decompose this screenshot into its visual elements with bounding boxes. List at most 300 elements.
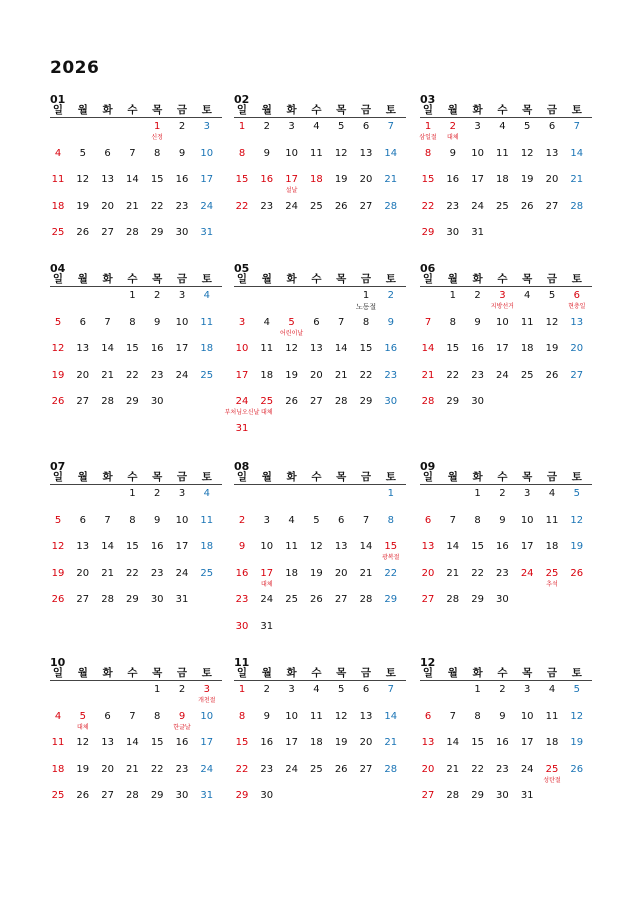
day-cell: 8 — [238, 147, 246, 159]
day-cell: 15 — [421, 174, 435, 185]
day-cell: 1 — [238, 121, 246, 132]
day-cell: 17 — [260, 567, 274, 579]
day-cell: 28 — [334, 396, 348, 407]
day-cell: 31 — [200, 790, 214, 801]
day-cell: 13 — [334, 541, 348, 552]
weekday-header — [50, 471, 222, 485]
day-cell: 2 — [449, 121, 456, 132]
day-cell: 17 — [520, 541, 534, 552]
day-cell: 4 — [524, 290, 531, 301]
day-cell: 14 — [126, 737, 139, 748]
day-cell: 14 — [446, 541, 460, 552]
day-cell: 19 — [285, 369, 298, 381]
weekday-header — [234, 471, 406, 485]
day-cell: 31 — [175, 594, 189, 605]
day-cell: 14 — [126, 174, 139, 185]
weekday-label: 월 — [447, 667, 458, 679]
weekday-label: 수 — [497, 667, 508, 679]
day-cell: 2 — [154, 488, 161, 499]
weekday-label: 목 — [522, 471, 533, 483]
day-cell: 12 — [76, 174, 90, 185]
weekday-label: 화 — [102, 667, 113, 679]
day-cell: 6 — [104, 147, 111, 159]
day-cell: 28 — [359, 594, 373, 605]
weekday-label: 금 — [546, 471, 558, 483]
day-cell: 22 — [359, 369, 373, 381]
holiday-note: 노동절 — [355, 303, 377, 311]
day-cell: 18 — [200, 343, 214, 354]
day-cell: 7 — [129, 147, 136, 159]
weekday-label: 금 — [360, 471, 372, 483]
day-cell: 20 — [421, 567, 435, 579]
weekday-label: 목 — [522, 273, 533, 285]
weekday-label: 토 — [571, 471, 582, 483]
weekday-label: 목 — [152, 273, 163, 285]
day-cell: 30 — [496, 594, 509, 605]
day-cell: 3 — [238, 316, 246, 328]
day-cell: 4 — [54, 710, 62, 722]
day-cell: 30 — [150, 396, 164, 407]
weekday-label: 금 — [176, 667, 188, 679]
day-cell: 30 — [260, 790, 274, 801]
day-cell: 27 — [421, 790, 435, 801]
weekday-label: 화 — [472, 667, 483, 679]
day-cell: 25 — [260, 396, 274, 407]
day-cell: 17 — [175, 541, 189, 552]
day-cell: 8 — [129, 514, 136, 526]
day-cell: 2 — [238, 514, 246, 526]
day-cell: 18 — [310, 174, 323, 185]
holiday-note: 광복절 — [382, 554, 400, 561]
weekday-label: 일 — [422, 104, 434, 116]
day-cell: 28 — [101, 396, 114, 407]
day-cell: 15 — [471, 737, 484, 748]
day-cell: 25 — [520, 369, 534, 381]
day-cell: 8 — [362, 316, 370, 328]
day-cell: 21 — [126, 200, 139, 212]
day-cell: 22 — [384, 567, 398, 579]
day-cell: 25 — [545, 763, 559, 775]
weekday-label: 월 — [261, 667, 272, 679]
day-cell: 15 — [384, 541, 398, 552]
month-block-01 — [50, 93, 222, 263]
day-cell: 23 — [496, 763, 509, 775]
day-cell: 13 — [421, 541, 435, 552]
day-cell: 17 — [520, 737, 534, 748]
day-cell: 10 — [200, 147, 214, 159]
day-cell: 6 — [313, 316, 320, 328]
weekday-label: 화 — [102, 273, 113, 285]
day-cell: 29 — [421, 227, 435, 238]
month-label: 10 — [50, 656, 66, 669]
month-label: 11 — [234, 656, 250, 669]
day-cell: 13 — [421, 737, 435, 748]
day-cell: 11 — [545, 514, 559, 526]
day-cell: 15 — [235, 174, 249, 185]
weekday-label: 목 — [152, 104, 163, 116]
holiday-note: 한글날 — [173, 723, 191, 731]
day-cell: 22 — [446, 369, 460, 381]
day-cell: 12 — [334, 710, 348, 722]
month-label: 06 — [420, 262, 436, 275]
day-cell: 22 — [421, 200, 435, 212]
weekday-label: 일 — [422, 471, 434, 483]
month-block-12 — [420, 656, 592, 826]
day-cell: 30 — [446, 227, 460, 238]
day-cell: 9 — [238, 541, 246, 552]
day-cell: 26 — [570, 763, 584, 775]
holiday-note: 대체 — [447, 134, 459, 141]
weekday-label: 목 — [336, 104, 347, 116]
weekday-label: 금 — [360, 104, 372, 116]
day-cell: 17 — [285, 174, 298, 185]
day-cell: 18 — [51, 763, 65, 775]
weekday-label: 수 — [497, 273, 508, 285]
day-cell: 23 — [446, 200, 460, 212]
day-cell: 22 — [235, 763, 249, 775]
day-cell: 12 — [570, 710, 584, 722]
weekday-label: 토 — [201, 667, 212, 679]
day-cell: 22 — [471, 567, 484, 579]
day-cell: 7 — [387, 684, 394, 695]
day-cell: 16 — [446, 174, 460, 185]
day-cell: 1 — [449, 290, 456, 301]
day-cell: 10 — [260, 541, 274, 552]
day-cell: 22 — [126, 567, 139, 579]
day-cell: 10 — [235, 343, 249, 354]
day-cell: 25 — [51, 227, 65, 238]
day-cell: 10 — [496, 316, 509, 328]
day-cell: 18 — [545, 541, 559, 552]
day-cell: 11 — [545, 710, 559, 722]
weekday-header — [50, 273, 222, 287]
day-cell: 28 — [446, 790, 460, 801]
day-cell: 27 — [76, 594, 90, 605]
day-cell: 4 — [54, 147, 62, 159]
day-cell: 19 — [570, 541, 584, 552]
weekday-label: 화 — [286, 104, 297, 116]
day-cell: 25 — [496, 200, 509, 212]
day-cell: 29 — [446, 396, 460, 407]
month-label: 02 — [234, 93, 250, 106]
day-cell: 25 — [310, 200, 323, 212]
day-cell: 13 — [101, 174, 114, 185]
day-cell: 21 — [384, 174, 398, 185]
day-cell: 12 — [334, 147, 348, 159]
day-cell: 20 — [334, 567, 348, 579]
day-cell: 7 — [104, 316, 111, 328]
day-cell: 14 — [446, 737, 460, 748]
day-cell: 31 — [471, 227, 484, 238]
weekday-label: 토 — [571, 667, 582, 679]
day-cell: 21 — [384, 737, 398, 748]
day-cell: 4 — [499, 121, 506, 132]
day-cell: 30 — [175, 790, 189, 801]
day-cell: 7 — [104, 514, 111, 526]
day-cell: 16 — [175, 737, 189, 748]
day-cell: 26 — [51, 594, 65, 605]
day-cell: 3 — [178, 488, 186, 499]
day-cell: 19 — [51, 567, 65, 579]
day-cell: 28 — [421, 396, 435, 407]
day-cell: 8 — [154, 710, 161, 722]
weekday-label: 토 — [385, 471, 396, 483]
weekday-label: 일 — [52, 667, 64, 679]
day-cell: 21 — [334, 369, 348, 381]
day-cell: 27 — [359, 200, 373, 212]
day-cell: 20 — [359, 174, 373, 185]
day-cell: 16 — [235, 567, 249, 579]
day-cell: 29 — [359, 396, 373, 407]
day-cell: 27 — [310, 396, 323, 407]
day-cell: 20 — [101, 200, 114, 212]
month-label: 05 — [234, 262, 250, 275]
month-block-03 — [420, 93, 592, 263]
day-cell: 8 — [387, 514, 394, 526]
day-cell: 18 — [260, 369, 274, 381]
weekday-label: 금 — [360, 667, 372, 679]
day-cell: 31 — [235, 422, 249, 434]
day-cell: 18 — [520, 343, 534, 354]
day-cell: 23 — [496, 567, 509, 579]
day-cell: 24 — [496, 369, 509, 381]
day-cell: 7 — [424, 316, 432, 328]
day-cell: 27 — [76, 396, 90, 407]
day-cell: 17 — [496, 343, 509, 354]
day-cell: 22 — [150, 200, 164, 212]
day-cell: 12 — [310, 541, 323, 552]
day-cell: 18 — [285, 567, 298, 579]
month-label: 09 — [420, 460, 436, 473]
day-cell: 14 — [421, 343, 435, 354]
day-cell: 9 — [178, 147, 186, 159]
day-cell: 4 — [203, 290, 210, 301]
weekday-label: 토 — [201, 104, 212, 116]
month-block-05 — [224, 262, 406, 434]
weekday-label: 목 — [152, 667, 163, 679]
day-cell: 10 — [285, 710, 298, 722]
day-cell: 24 — [471, 200, 484, 212]
day-cell: 25 — [51, 790, 65, 801]
day-cell: 11 — [51, 174, 65, 185]
weekday-label: 수 — [311, 273, 322, 285]
day-cell: 22 — [150, 763, 164, 775]
day-cell: 24 — [175, 567, 189, 579]
day-cell: 23 — [260, 763, 274, 775]
day-cell: 12 — [51, 343, 65, 354]
weekday-label: 일 — [236, 667, 248, 679]
day-cell: 14 — [334, 343, 348, 354]
day-cell: 1 — [387, 488, 394, 499]
day-cell: 27 — [570, 369, 584, 381]
day-cell: 8 — [474, 514, 481, 526]
day-cell: 2 — [474, 290, 481, 301]
weekday-label: 금 — [176, 471, 188, 483]
day-cell: 4 — [263, 316, 270, 328]
day-cell: 26 — [76, 790, 90, 801]
day-cell: 20 — [359, 737, 373, 748]
day-cell: 18 — [545, 737, 559, 748]
day-cell: 4 — [203, 488, 210, 499]
weekday-label: 금 — [360, 273, 372, 285]
day-cell: 5 — [79, 710, 86, 722]
weekday-label: 일 — [52, 273, 64, 285]
day-cell: 15 — [150, 737, 164, 748]
day-cell: 2 — [263, 121, 270, 132]
holiday-note: 성탄절 — [543, 776, 561, 784]
day-cell: 20 — [421, 763, 435, 775]
day-cell: 30 — [175, 227, 189, 238]
weekday-label: 일 — [236, 273, 248, 285]
day-cell: 26 — [334, 763, 348, 775]
holiday-note: 삼일절 — [419, 134, 437, 141]
weekday-label: 월 — [77, 667, 88, 679]
day-cell: 8 — [424, 147, 432, 159]
day-cell: 1 — [238, 684, 246, 695]
day-cell: 7 — [449, 514, 456, 526]
day-cell: 9 — [263, 710, 270, 722]
day-cell: 11 — [285, 541, 298, 552]
day-cell: 6 — [79, 316, 86, 328]
day-cell: 17 — [175, 343, 189, 354]
day-cell: 9 — [178, 710, 186, 722]
day-cell: 24 — [175, 369, 189, 381]
day-cell: 19 — [310, 567, 323, 579]
day-cell: 30 — [496, 790, 509, 801]
day-cell: 24 — [200, 200, 214, 212]
holiday-note: 어린이날 — [280, 329, 304, 337]
day-cell: 7 — [338, 316, 345, 328]
weekday-label: 토 — [201, 273, 212, 285]
day-cell: 12 — [285, 343, 298, 354]
day-cell: 4 — [313, 121, 320, 132]
day-cell: 10 — [520, 710, 534, 722]
day-cell: 19 — [570, 737, 584, 748]
day-cell: 19 — [76, 200, 90, 212]
day-cell: 17 — [235, 369, 249, 381]
day-cell: 21 — [446, 567, 460, 579]
day-cell: 4 — [288, 514, 295, 526]
day-cell: 31 — [200, 227, 214, 238]
weekday-label: 월 — [77, 273, 88, 285]
day-cell: 9 — [154, 316, 161, 328]
day-cell: 2 — [154, 290, 161, 301]
day-cell: 5 — [338, 684, 345, 695]
day-cell: 9 — [154, 514, 161, 526]
day-cell: 13 — [545, 147, 559, 159]
day-cell: 9 — [449, 147, 456, 159]
month-block-09 — [420, 460, 592, 630]
weekday-label: 목 — [522, 667, 533, 679]
day-cell: 13 — [76, 541, 90, 552]
weekday-label: 화 — [102, 104, 113, 116]
day-cell: 21 — [570, 174, 584, 185]
day-cell: 24 — [235, 396, 249, 407]
month-label: 12 — [420, 656, 436, 669]
day-cell: 11 — [310, 147, 323, 159]
weekday-label: 화 — [286, 667, 297, 679]
weekday-label: 일 — [236, 471, 248, 483]
month-label: 04 — [50, 262, 66, 275]
weekday-label: 일 — [422, 273, 434, 285]
day-cell: 13 — [101, 737, 114, 748]
day-cell: 29 — [235, 790, 249, 801]
day-cell: 1 — [362, 290, 370, 301]
day-cell: 9 — [474, 316, 481, 328]
day-cell: 6 — [362, 684, 370, 695]
day-cell: 9 — [263, 147, 270, 159]
day-cell: 15 — [126, 541, 139, 552]
day-cell: 1 — [474, 684, 481, 695]
month-block-10 — [50, 656, 222, 826]
day-cell: 5 — [313, 514, 320, 526]
day-cell: 17 — [200, 737, 214, 748]
day-cell: 3 — [288, 684, 295, 695]
weekday-label: 월 — [447, 471, 458, 483]
weekday-header — [234, 667, 406, 681]
day-cell: 10 — [285, 147, 298, 159]
day-cell: 20 — [570, 343, 584, 354]
day-cell: 7 — [449, 710, 456, 722]
weekday-label: 수 — [311, 471, 322, 483]
weekday-label: 토 — [385, 104, 396, 116]
day-cell: 1 — [474, 488, 481, 499]
day-cell: 8 — [154, 147, 161, 159]
day-cell: 6 — [104, 710, 111, 722]
day-cell: 31 — [260, 620, 274, 632]
weekday-label: 월 — [261, 104, 272, 116]
day-cell: 27 — [101, 790, 114, 801]
day-cell: 31 — [520, 790, 534, 801]
day-cell: 11 — [520, 316, 534, 328]
day-cell: 3 — [524, 684, 531, 695]
month-block-06 — [420, 262, 592, 432]
day-cell: 7 — [129, 710, 136, 722]
day-cell: 21 — [359, 567, 373, 579]
day-cell: 16 — [496, 737, 509, 748]
day-cell: 25 — [285, 594, 298, 605]
day-cell: 13 — [310, 343, 323, 354]
weekday-label: 금 — [176, 104, 188, 116]
day-cell: 27 — [359, 763, 373, 775]
day-cell: 6 — [424, 710, 432, 722]
day-cell: 10 — [200, 710, 214, 722]
day-cell: 3 — [499, 290, 506, 301]
day-cell: 2 — [387, 290, 394, 301]
weekday-label: 월 — [261, 273, 272, 285]
day-cell: 5 — [54, 514, 62, 526]
day-cell: 12 — [76, 737, 90, 748]
day-cell: 18 — [51, 200, 65, 212]
day-cell: 10 — [520, 514, 534, 526]
day-cell: 11 — [496, 147, 509, 159]
weekday-header — [234, 273, 406, 287]
weekday-label: 수 — [497, 471, 508, 483]
day-cell: 16 — [260, 174, 274, 185]
day-cell: 12 — [570, 514, 584, 526]
day-cell: 12 — [520, 147, 534, 159]
day-cell: 20 — [101, 763, 114, 775]
weekday-label: 수 — [311, 667, 322, 679]
day-cell: 6 — [79, 514, 86, 526]
day-cell: 5 — [79, 147, 86, 159]
weekday-header — [420, 471, 592, 485]
day-cell: 15 — [359, 343, 373, 354]
day-cell: 4 — [548, 684, 556, 695]
day-cell: 8 — [449, 316, 456, 328]
holiday-note: 추석 — [546, 580, 558, 588]
weekday-label: 수 — [127, 471, 138, 483]
